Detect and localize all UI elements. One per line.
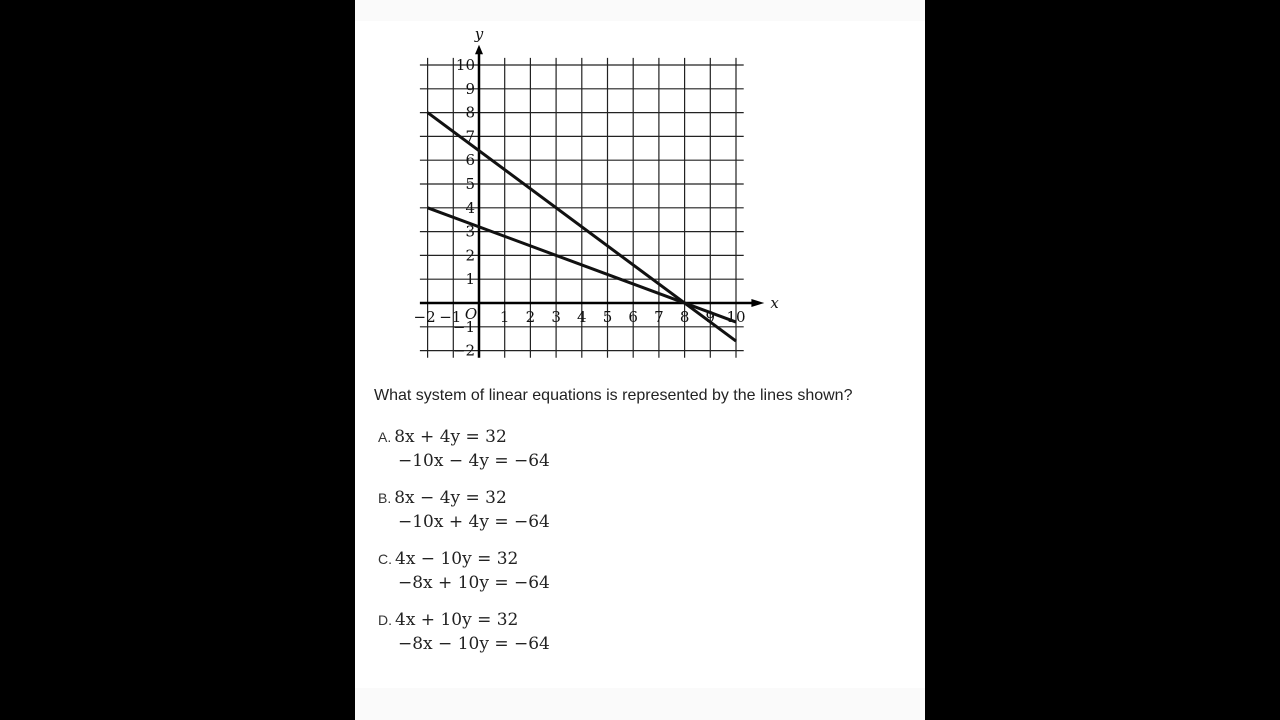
x-tick-label: 3 (551, 308, 561, 326)
option-a[interactable] (378, 427, 550, 471)
y-tick-label: 2 (465, 246, 475, 265)
option-b[interactable] (378, 488, 550, 532)
equation-1: 8x − 4y = 32 (394, 488, 507, 508)
x-tick-label: 9 (705, 308, 716, 326)
equation-1: 4x − 10y = 32 (395, 549, 519, 569)
y-axis-label: y (474, 24, 484, 43)
option-label: B. (378, 490, 392, 506)
option-d[interactable] (378, 610, 550, 654)
equation-2: −8x + 10y = −64 (398, 573, 550, 593)
question-panel (355, 0, 925, 720)
option-c[interactable] (378, 549, 550, 593)
x-axis-label: x (770, 294, 779, 312)
equation-1: 8x + 4y = 32 (394, 427, 507, 447)
x-tick-label: 10 (726, 308, 746, 326)
coordinate-graph (355, 0, 925, 380)
y-tick-label: 5 (465, 175, 475, 193)
y-tick-label: 9 (465, 79, 475, 98)
x-tick-label: 6 (628, 308, 638, 326)
x-tick-label: 1 (499, 308, 510, 326)
y-tick-label: 7 (465, 127, 475, 146)
equation-2: −10x + 4y = −64 (398, 512, 550, 532)
y-tick-label: 10 (455, 56, 475, 74)
y-tick-label: 4 (465, 198, 475, 217)
y-tick-label: −1 (452, 317, 475, 336)
y-tick-label: 1 (465, 270, 475, 289)
option-label: D. (378, 612, 392, 628)
option-label: C. (378, 551, 392, 567)
option-label: A. (378, 429, 392, 445)
y-tick-label: −2 (452, 341, 475, 360)
x-tick-label: 5 (602, 308, 613, 326)
x-tick-label: 2 (525, 308, 536, 326)
equation-1: 4x + 10y = 32 (395, 610, 519, 630)
x-axis-arrow (751, 299, 764, 307)
y-tick-label: 8 (465, 103, 475, 122)
question-text: What system of linear equations is represented by the lines shown? (374, 387, 853, 404)
y-tick-label: 6 (465, 151, 475, 170)
x-tick-label: −1 (439, 308, 462, 326)
y-axis-arrow (475, 45, 483, 55)
equation-2: −10x − 4y = −64 (398, 451, 550, 471)
x-tick-label: 8 (679, 308, 690, 326)
y-tick-label: 3 (465, 222, 475, 241)
equation-2: −8x − 10y = −64 (398, 634, 550, 654)
x-tick-label: −2 (413, 308, 436, 326)
x-tick-label: 7 (654, 308, 664, 326)
bottom-bar (355, 688, 925, 720)
origin-label: O (464, 305, 478, 323)
x-tick-label: 4 (577, 308, 587, 326)
